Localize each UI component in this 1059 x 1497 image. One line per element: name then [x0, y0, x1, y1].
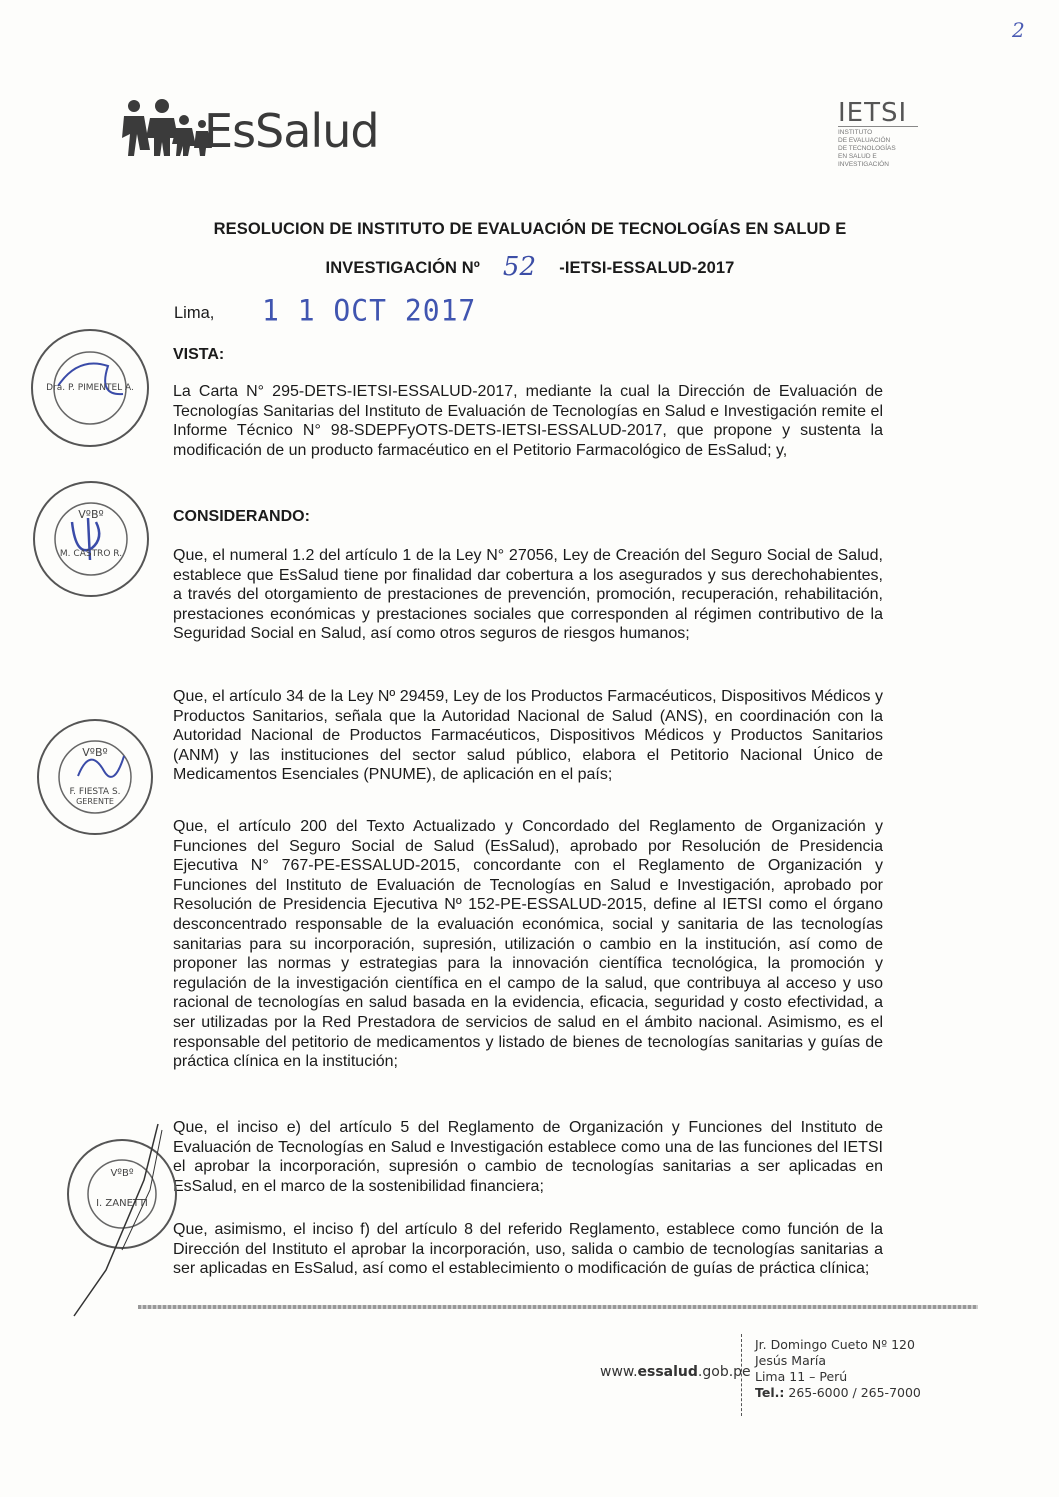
date-stamp: 1 1 OCT 2017: [262, 293, 477, 328]
footer-separator: [741, 1334, 742, 1416]
approval-stamp: [30, 478, 152, 600]
paragraph: Que, el inciso e) del artículo 5 del Reglamento de Organización y Funciones del Instituto de Evaluación de Tecnologías en Salud e Investigación establece como una de las funciones del IETSI el aprobar la incorporación, supresión o cambio de tecnologías sanitarias a ser aplicadas en EsSalud, en el marco de la sostenibilidad financiera;: [173, 1119, 883, 1195]
approval-stamp: [34, 716, 156, 838]
stamp-name: M. CASTRO R.: [59, 549, 123, 559]
paragraph: Que, el numeral 1.2 del artículo 1 de la Ley N° 27056, Ley de Creación del Seguro Social de Salud, establece que EsSalud tiene por finalidad dar cobertura a los asegurados y sus derechohabientes, a través del otorgamiento de prestaciones de prevención, promoción, recuperación, rehabilitación, prestaciones económicas y prestaciones sociales que corresponden al régimen contributivo de la Seguridad Social en Salud, así como otros seguros de riesgos humanos;: [173, 547, 883, 643]
considerando-heading: CONSIDERANDO:: [173, 508, 310, 525]
approval-stamp: [66, 1120, 178, 1320]
stamp-name: F. FIESTA S.: [69, 787, 121, 797]
paragraph: Que, el artículo 34 de la Ley Nº 29459, Ley de los Productos Farmacéuticos, Dispositivos Médicos y Productos Sanitarios, señala que la Autoridad Nacional de Salud (ANS), en coordinación con la Autoridad Nacional de Productos Farmacéuticos, Dispositivos Médicos y Productos Sanitarios (ANM) y las instituciones del sector salud público, elabora el Petitorio Nacional Único de Medicamentos Esenciales (PNUME), de aplicación en el país;: [173, 688, 883, 784]
resolution-title-line1: RESOLUCION DE INSTITUTO DE EVALUACIÓN DE TECNOLOGÍAS EN SALUD E: [213, 220, 847, 238]
stamp-vobo: VºBº: [110, 1168, 134, 1179]
paragraph: Que, el artículo 200 del Texto Actualizado y Concordado del Reglamento de Organización y Funciones del Seguro Social de Salud (EsSalud), aprobado por Resolución de Presidencia Ejecutiva N° 767-PE-ESSALUD-2015, concordante con el Reglamento de Organización y Funciones del Instituto de Evaluación de Tecnologías en Salud e Investigación, aprobado por Resolución de Presidencia Ejecutiva Nº 152-PE-ESSALUD-2015, define al IETSI como el órgano desconcentrado responsable de la evaluación económica, social y sanitaria de las tecnologías sanitarias para su incorporación, supresión, utilización o cambio en la institución, así como de proponer las normas y estrategias para la innovación científica tecnológica, la promoción y regulación de la investigación científica en el campo de la salud, que contribuya al acceso y uso racional de tecnologías en salud basada en la evidencia, eficacia, seguridad y costo efectividad, a ser utilizadas por la Red Prestadora de servicios de salud en el ámbito nacional. Asimismo, es el responsable del petitorio de medicamentos y listado de bienes de tecnologías sanitarias y guías de práctica clínica en la institución;: [173, 818, 883, 1071]
vista-heading: VISTA:: [173, 346, 225, 363]
approval-stamp: [28, 326, 152, 450]
essalud-logo: [120, 98, 390, 166]
paragraph: Que, asimismo, el inciso f) del artículo 8 del referido Reglamento, establece como función de la Dirección del Instituto el aprobar la incorporación, uso, salida o cambio de tecnologías sanitarias a ser aplicadas en EsSalud, así como el establecimiento o modificación de guías de práctica clínica;: [173, 1221, 883, 1278]
footer-website-link[interactable]: www.essalud.gob.pe: [600, 1364, 751, 1380]
footer-divider: [138, 1305, 978, 1309]
ietsi-name: IETSI: [838, 100, 918, 127]
vista-text: La Carta N° 295-DETS-IETSI-ESSALUD-2017, mediante la cual la Dirección de Evaluación de Tecnologías Sanitarias del Instituto de Evaluación de Tecnologías en Salud e Investigación remite el Informe Técnico N° 98-SDEPFyOTS-DETS-IETSI-ESSALUD-2017, que propone y sustenta la modificación de un producto farmacéutico en el Petitorio Farmacológico de EsSalud; y,: [173, 383, 883, 459]
stamp-role: GERENTE: [76, 797, 114, 806]
stamp-name: Dra. P. PIMENTEL A.: [46, 383, 134, 393]
ietsi-subtitle: INSTITUTO DE EVALUACIÓN DE TECNOLOGÍAS EN SALUD E INVESTIGACIÓN: [838, 129, 896, 168]
footer-address: Jr. Domingo Cueto Nº 120 Jesús María Lima 11 – Perú Tel.: 265-6000 / 265-7000: [755, 1337, 921, 1400]
handwritten-number: 52: [502, 252, 537, 282]
family-figures-icon: [120, 98, 212, 158]
page-number: 2: [1012, 18, 1025, 42]
logo-text: EsSalud: [204, 104, 379, 158]
ietsi-logo: [838, 100, 918, 169]
stamp-vobo: VºBº: [82, 746, 108, 759]
footer-phone: Tel.: 265-6000 / 265-7000: [755, 1385, 921, 1400]
stamp-name: I. ZANETTI: [96, 1198, 148, 1209]
resolution-title-line2: INVESTIGACIÓN Nº 52 -IETSI-ESSALUD-2017: [325, 252, 735, 282]
date-label: Lima,: [174, 304, 215, 322]
stamp-vobo: VºBº: [78, 508, 104, 521]
